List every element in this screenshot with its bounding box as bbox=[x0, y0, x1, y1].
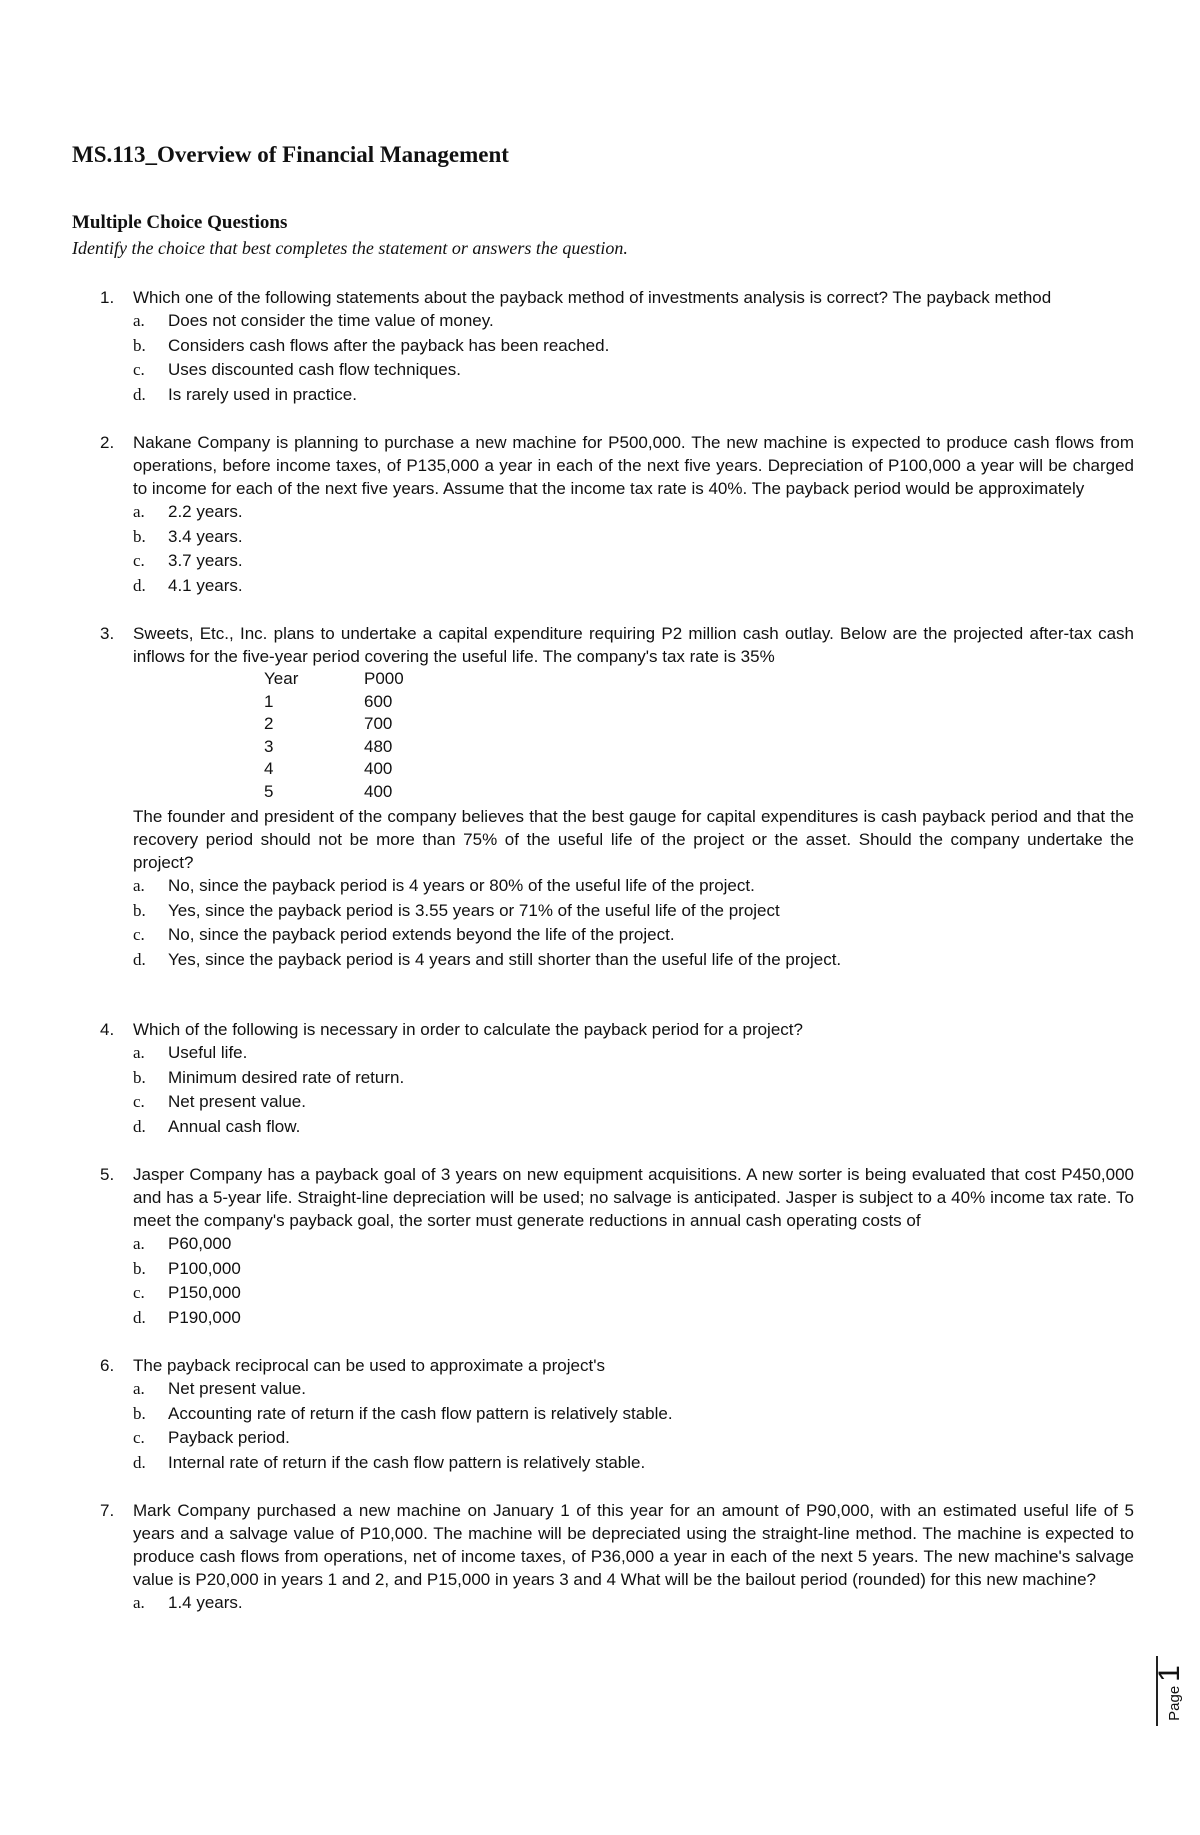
question-6 bbox=[72, 1354, 1134, 1475]
choice-list bbox=[133, 1232, 1134, 1330]
choice-item bbox=[133, 358, 1134, 383]
choice-item bbox=[133, 549, 1134, 574]
table-cell: 5 bbox=[264, 781, 274, 801]
choice-list bbox=[133, 874, 1134, 972]
choice-item bbox=[133, 500, 1134, 525]
choice-text: 3.7 years. bbox=[168, 551, 243, 570]
choice-text: Uses discounted cash flow techniques. bbox=[168, 360, 461, 379]
choice-item bbox=[133, 923, 1134, 948]
choice-item bbox=[133, 334, 1134, 359]
choice-letter: c. bbox=[133, 925, 145, 944]
choice-list bbox=[133, 1591, 1134, 1616]
choice-text: Internal rate of return if the cash flow pattern is relatively stable. bbox=[168, 1452, 646, 1472]
choice-text: P100,000 bbox=[168, 1258, 241, 1278]
question-3 bbox=[72, 622, 1134, 972]
choice-letter: a. bbox=[133, 876, 145, 895]
page-label: Page bbox=[1166, 1685, 1183, 1721]
question-text: Sweets, Etc., Inc. plans to undertake a capital expenditure requiring P2 million cash outlay. Below are the projected after-tax cash inflows for the five-year period covering the useful life. The company's tax rate is 35% bbox=[133, 624, 1134, 666]
choice-text: P60,000 bbox=[168, 1234, 232, 1253]
table-cell: 2 bbox=[264, 714, 274, 733]
choice-text: Annual cash flow. bbox=[168, 1116, 301, 1136]
choice-text: 2.2 years. bbox=[168, 502, 243, 521]
choice-text: P150,000 bbox=[168, 1283, 241, 1302]
table-cell: 3 bbox=[264, 736, 274, 756]
choice-item bbox=[133, 1377, 1134, 1402]
choice-item bbox=[133, 1041, 1134, 1066]
choice-text: 4.1 years. bbox=[168, 575, 243, 595]
question-number: 6. bbox=[100, 1356, 115, 1375]
choice-item bbox=[133, 1257, 1134, 1282]
choice-item bbox=[133, 1115, 1134, 1140]
question-2 bbox=[72, 431, 1134, 598]
choice-text: Payback period. bbox=[168, 1428, 290, 1447]
table-header-row bbox=[264, 668, 404, 691]
choice-item bbox=[133, 1281, 1134, 1306]
choice-letter: c. bbox=[133, 1428, 145, 1447]
choice-letter: c. bbox=[133, 1283, 145, 1302]
page-content bbox=[72, 142, 1134, 1640]
choice-letter: a. bbox=[133, 311, 145, 330]
choice-text: Yes, since the payback period is 4 years and still shorter than the useful life of the project. bbox=[168, 949, 842, 969]
choice-text: Accounting rate of return if the cash flow pattern is relatively stable. bbox=[168, 1403, 673, 1423]
page-number-label-group bbox=[1153, 1665, 1187, 1721]
choice-text: 1.4 years. bbox=[168, 1593, 243, 1612]
choice-item bbox=[133, 1232, 1134, 1257]
choice-item bbox=[133, 1090, 1134, 1115]
table-cell: 400 bbox=[364, 781, 393, 801]
table-row bbox=[264, 736, 404, 759]
table-cell: 700 bbox=[364, 714, 393, 733]
choice-letter: a. bbox=[133, 1593, 145, 1612]
choice-letter: a. bbox=[133, 1043, 145, 1062]
table-cell: 1 bbox=[264, 691, 274, 711]
choice-letter: c. bbox=[133, 1092, 145, 1111]
table-row bbox=[264, 758, 404, 781]
table-cell: 4 bbox=[264, 759, 274, 778]
choice-item bbox=[133, 874, 1134, 899]
choice-text: P190,000 bbox=[168, 1307, 241, 1327]
choice-item bbox=[133, 525, 1134, 550]
question-number: 7. bbox=[100, 1501, 115, 1520]
choice-letter: d. bbox=[133, 1307, 146, 1327]
choice-letter: d. bbox=[133, 384, 146, 404]
question-text: Jasper Company has a payback goal of 3 years on new equipment acquisitions. A new sorter is being evaluated that cost P450,000 and has a 5-year life. Straight-line depreciation will be used; no salvage is anticipated. Jasper is subject to a 40% income tax rate. To meet the company's payback goal, the sorter must generate reductions in annual cash operating costs of bbox=[133, 1165, 1134, 1230]
choice-text: No, since the payback period extends beyond the life of the project. bbox=[168, 925, 675, 944]
choice-item bbox=[133, 1591, 1134, 1616]
choice-text: Minimum desired rate of return. bbox=[168, 1067, 405, 1087]
choice-letter: c. bbox=[133, 360, 145, 379]
choice-text: Considers cash flows after the payback has been reached. bbox=[168, 335, 610, 355]
question-text: Which of the following is necessary in order to calculate the payback period for a project? bbox=[133, 1020, 803, 1039]
choice-letter: b. bbox=[133, 335, 146, 355]
choice-item bbox=[133, 309, 1134, 334]
question-number: 3. bbox=[100, 624, 115, 643]
choice-list bbox=[133, 1041, 1134, 1139]
choice-text: Net present value. bbox=[168, 1379, 306, 1398]
table-row bbox=[264, 691, 404, 714]
table-row bbox=[264, 781, 404, 804]
choice-text: Yes, since the payback period is 3.55 years or 71% of the useful life of the project bbox=[168, 900, 780, 920]
question-1 bbox=[72, 286, 1134, 407]
question-7 bbox=[72, 1499, 1134, 1616]
question-5 bbox=[72, 1163, 1134, 1330]
question-text: Which one of the following statements about the payback method of investments analysis is correct? The payback method bbox=[133, 288, 1052, 307]
choice-text: Useful life. bbox=[168, 1043, 248, 1062]
choice-item bbox=[133, 1306, 1134, 1331]
choice-letter: b. bbox=[133, 900, 146, 920]
choice-letter: d. bbox=[133, 1452, 146, 1472]
choice-letter: b. bbox=[133, 1067, 146, 1087]
question-text: Mark Company purchased a new machine on January 1 of this year for an amount of P90,000, with an estimated useful life of 5 years and a salvage value of P10,000. The machine will be depreciated using the straight-line method. The machine is expected to produce cash flows from operations, net of income taxes, of P36,000 a year in each of the next 5 years. The new machine's salvage value is P20,000 in years 1 and 2, and P15,000 in years 3 and 4 What will be the bailout period (rounded) for this new machine? bbox=[133, 1501, 1134, 1589]
choice-list bbox=[133, 500, 1134, 598]
choice-text: Net present value. bbox=[168, 1092, 306, 1111]
table-cell: 480 bbox=[364, 736, 393, 756]
question-number: 2. bbox=[100, 433, 115, 452]
column-header-amount: P000 bbox=[364, 669, 404, 688]
question-text: The payback reciprocal can be used to approximate a project's bbox=[133, 1356, 605, 1375]
choice-item bbox=[133, 1451, 1134, 1476]
choice-text: Is rarely used in practice. bbox=[168, 384, 357, 404]
choice-letter: b. bbox=[133, 1403, 146, 1423]
choice-item bbox=[133, 948, 1134, 973]
choice-list bbox=[133, 309, 1134, 407]
table-cell: 400 bbox=[364, 759, 393, 778]
question-4 bbox=[72, 1018, 1134, 1139]
choice-letter: d. bbox=[133, 1116, 146, 1136]
table-cell: 600 bbox=[364, 691, 393, 711]
column-header-year: Year bbox=[264, 669, 299, 688]
choice-item bbox=[133, 899, 1134, 924]
table-row bbox=[264, 713, 404, 736]
choice-letter: d. bbox=[133, 949, 146, 969]
choice-item bbox=[133, 1402, 1134, 1427]
choice-letter: b. bbox=[133, 526, 146, 546]
choice-letter: b. bbox=[133, 1258, 146, 1278]
choice-letter: a. bbox=[133, 1379, 145, 1398]
choice-letter: a. bbox=[133, 502, 145, 521]
cash-flow-table bbox=[264, 668, 404, 803]
choice-text: Does not consider the time value of money. bbox=[168, 311, 494, 330]
choice-list bbox=[133, 1377, 1134, 1475]
choice-text: 3.4 years. bbox=[168, 526, 243, 546]
question-number: 5. bbox=[100, 1165, 115, 1184]
question-text: Nakane Company is planning to purchase a new machine for P500,000. The new machine is expected to produce cash flows from operations, before income taxes, of P135,000 a year in each of the next five years. Depreciation of P100,000 a year will be charged to income for each of the next five years. Assume that the income tax rate is 40%. The payback period would be approximately bbox=[133, 433, 1134, 498]
section-title: Multiple Choice Questions bbox=[72, 212, 288, 233]
choice-item bbox=[133, 574, 1134, 599]
question-number: 1. bbox=[100, 288, 115, 307]
choice-letter: c. bbox=[133, 551, 145, 570]
choice-item bbox=[133, 383, 1134, 408]
document-title: MS.113_Overview of Financial Management bbox=[72, 142, 509, 167]
choice-letter: a. bbox=[133, 1234, 145, 1253]
choice-letter: d. bbox=[133, 575, 146, 595]
page-number: 1 bbox=[1153, 1665, 1186, 1682]
instructions: Identify the choice that best completes the statement or answers the question. bbox=[72, 238, 628, 258]
choice-text: No, since the payback period is 4 years or 80% of the useful life of the project. bbox=[168, 876, 755, 895]
choice-item bbox=[133, 1066, 1134, 1091]
question-text-continued: The founder and president of the company believes that the best gauge for capital expenditures is cash payback period and that the recovery period should not be more than 75% of the useful life of the project or the asset. Should the company undertake the project? bbox=[133, 807, 1134, 872]
question-number: 4. bbox=[100, 1020, 115, 1039]
choice-item bbox=[133, 1426, 1134, 1451]
page-number-footer bbox=[1150, 1648, 1190, 1738]
